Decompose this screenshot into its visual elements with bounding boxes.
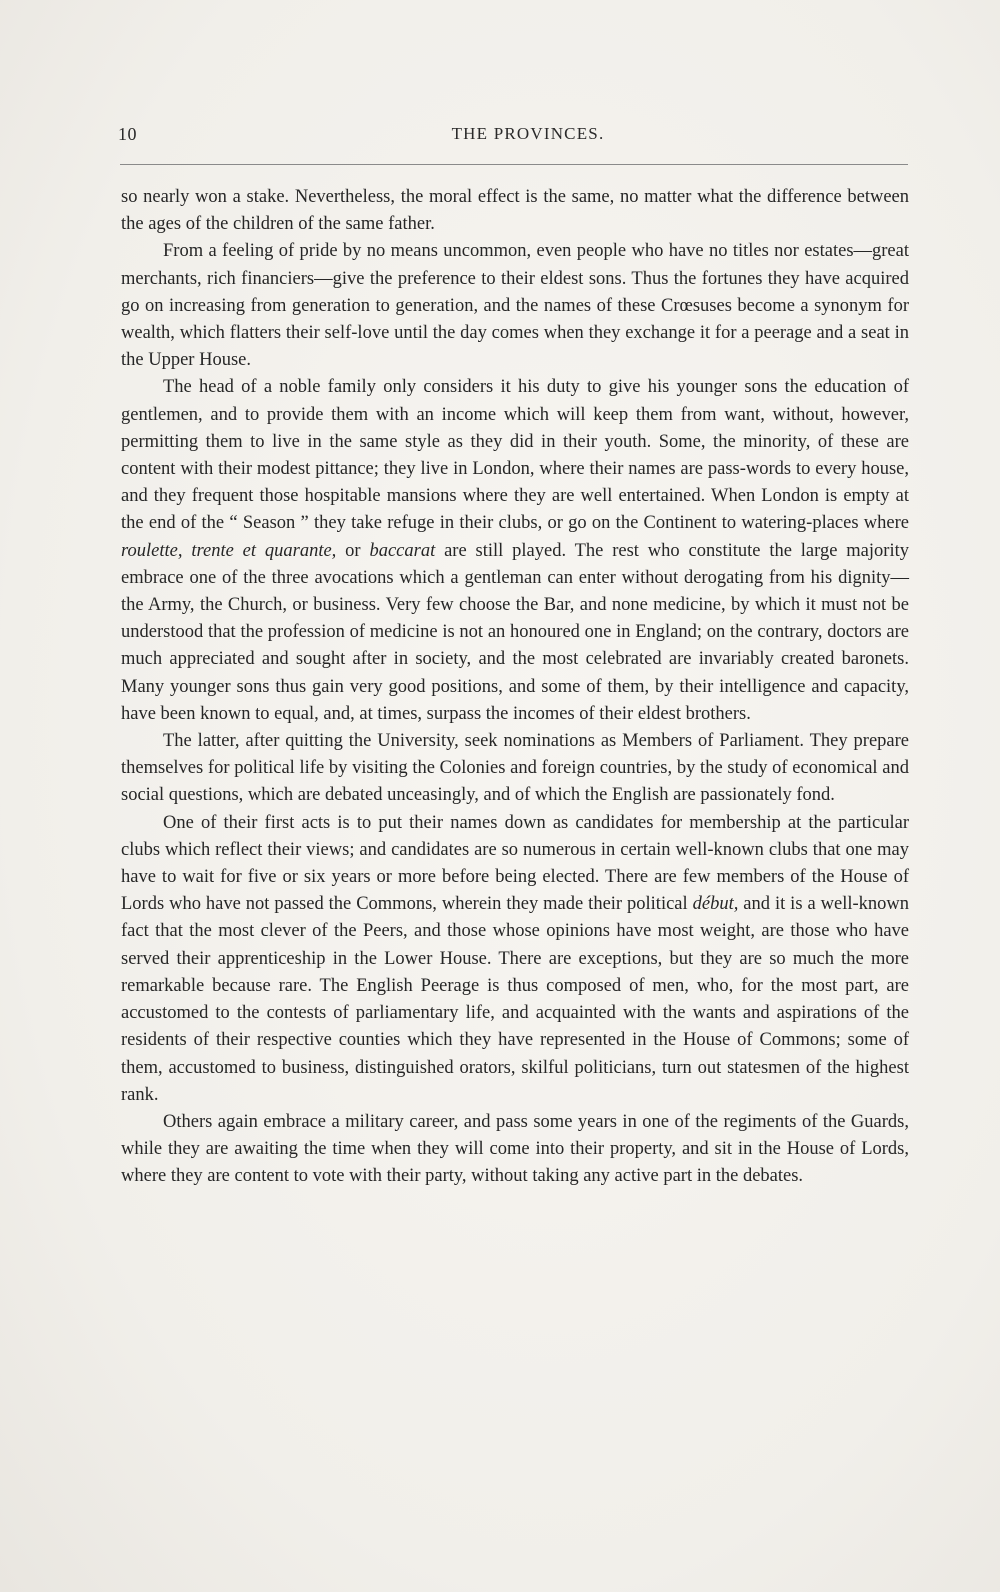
italic-text: début, (692, 894, 739, 915)
text-run: are still played. The rest who constitute the large majority embrace one of the three avocations which a gentleman can enter without derogating from his dignity—the Army, the Church, or business. Very few choose the Bar, and none medicine, by which it must not be understood that the profession of medicine is not an honoured one in England; on the contrary, doctors are much appreciated and sought after in society, and the most celebrated are invariably created baronets. Many younger sons thus gain very good positions, and some of them, by their intelligence and capacity, have been known to equal, and, at times, surpass the incomes of their eldest brothers. (121, 540, 909, 724)
text-run: The head of a noble family only considers it his duty to give his younger sons the education of gentlemen, and to provide them with an income which will keep them from want, without, however, permitting them to live in the same style as they did in their youth. Some, the minority, of these are content with their modest pittance; they live in London, where their names are pass-words to every house, and they frequent those hospitable mansions where they are well entertained. When London is empty at the end of the “ Season ” they take refuge in their clubs, or go on the Continent to watering-places where (121, 377, 909, 534)
paragraph (121, 238, 909, 374)
text-run: Others again embrace a military career, and pass some years in one of the regiments of the Guards, while they are awaiting the time when they will come into their property, and sit in the House of Lords, where they are content to vote with their party, without taking any active part in the debates. (121, 1111, 909, 1187)
text-run: One of their first acts is to put their names down as candidates for membership at the particular clubs which reflect their views; and candidates are so numerous in certain well-known clubs that one may have to wait for five or six years or more before being elected. There are few members of the House of Lords who have not passed the Commons, wherein they made their political (121, 812, 909, 915)
italic-text: roulette, trente et quarante, (121, 540, 337, 561)
body-text (121, 184, 909, 1191)
header-rule (120, 164, 908, 165)
running-head (118, 120, 908, 150)
paragraph (121, 1109, 909, 1191)
page-number: 10 (118, 124, 137, 144)
paragraph (121, 810, 909, 1109)
paragraph (121, 728, 909, 810)
italic-text: baccarat (369, 540, 436, 561)
paragraph (121, 184, 909, 238)
text-run: From a feeling of pride by no means uncommon, even people who have no titles nor estates—great merchants, rich financiers—give the preference to their eldest sons. Thus the fortunes they have acquired go on increasing from generation to generation, and the names of these Crœsuses become a synonym for wealth, which flatters their self-love until the day comes when they exchange it for a peerage and a seat in the Upper House. (121, 241, 909, 371)
running-title: THE PROVINCES. (451, 124, 605, 143)
text-run: The latter, after quitting the University, seek nominations as Members of Parliament. They prepare themselves for political life by visiting the Colonies and foreign countries, by the study of economical and social questions, which are debated unceasingly, and of which the English are passionately fond. (121, 731, 909, 806)
text-run: or (336, 540, 370, 561)
text-run: and it is a well-known fact that the most clever of the Peers, and those whose opinions have most weight, are those who have served their apprenticeship in the Lower House. There are exceptions, but they are so much the more remarkable because rare. The English Peerage is thus composed of men, who, for the most part, are accustomed to the contests of parliamentary life, and acquainted with the wants and aspirations of the residents of their respective counties which they have represented in the House of Commons; some of them, accustomed to business, distinguished orators, skilful politicians, turn out statesmen of the highest rank. (121, 894, 909, 1105)
paragraph (121, 374, 909, 728)
text-run: so nearly won a stake. Nevertheless, the moral effect is the same, no matter what the difference between the ages of the children of the same father. (121, 187, 909, 235)
